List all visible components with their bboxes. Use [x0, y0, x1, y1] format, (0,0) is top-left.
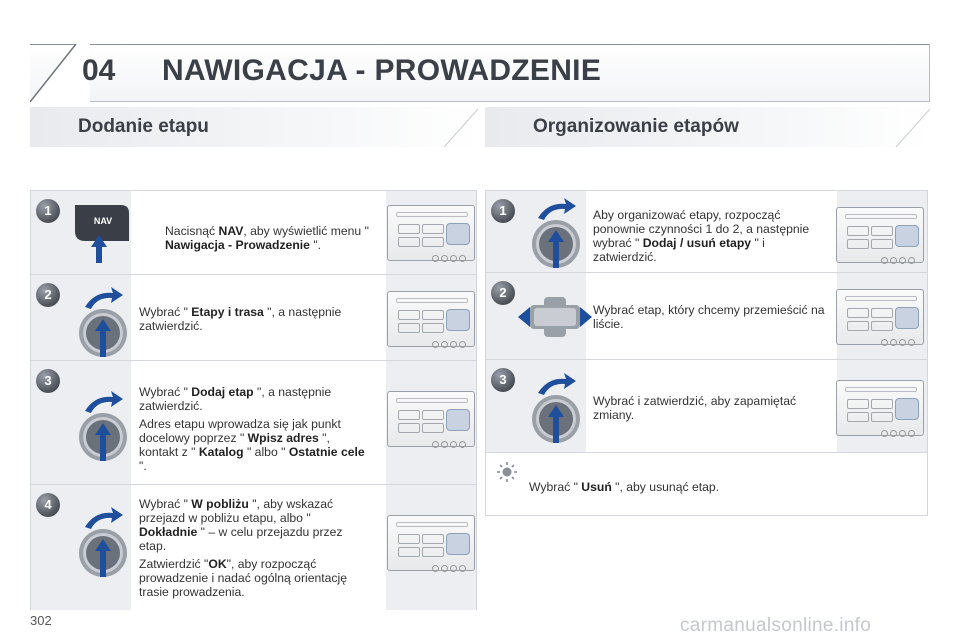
chapter-title: NAWIGACJA - PROWADZENIE: [162, 54, 602, 87]
tab-slash-decoration: [438, 107, 478, 147]
section-title-left: Dodanie etapu: [78, 116, 209, 137]
step-text: Aby organizować etapy, rozpocząć ponownie czynności 1 do 2, a następnie wybrać " Dodaj / usuń etapy " i zatwierdzić.: [593, 208, 810, 264]
tab-slash-decoration: [890, 107, 930, 147]
step-row: [31, 191, 476, 275]
radio-panel-icon: [387, 291, 475, 347]
rotary-knob-icon: [71, 505, 131, 579]
radio-panel-icon: [387, 515, 475, 571]
right-steps-panel: [485, 190, 928, 516]
step-row: [486, 273, 927, 360]
step-text: Wybrać " Dodaj etap ", a następnie zatwierdzić. Adres etapu wprowadza się jak punkt docelowy poprzez " Wpisz adres ", kontakt z " Katalog " albo " Ostatnie cele ".: [139, 385, 365, 473]
step-text: Wybrać " Etapy i trasa ", a następnie zatwierdzić.: [139, 305, 342, 333]
rotary-knob-icon: [71, 285, 131, 359]
tip-text: Wybrać " Usuń ", aby usunąć etap.: [529, 480, 720, 494]
nav-button-icon: [73, 201, 131, 263]
section-tab-right: [485, 107, 930, 147]
step-number-badge: 2: [36, 283, 60, 307]
rotary-knob-icon: [524, 370, 584, 446]
nav-key-label: NAV: [93, 216, 113, 226]
direction-pad-icon: [516, 295, 594, 339]
left-steps-panel: [30, 190, 477, 610]
step-text: Wybrać " W pobliżu ", aby wskazać przejazd w pobliżu etapu, albo " Dokładnie " – w celu przejazdu przez etap. Zatwierdzić "OK", aby rozpocząć prowadzenie i nadać ogólną orientację trasie prowadzenia.: [139, 497, 348, 599]
chapter-header: [30, 44, 930, 102]
step-row: [31, 485, 476, 610]
step-row: [31, 361, 476, 485]
radio-panel-icon: [836, 207, 924, 263]
rotary-knob-icon: [71, 389, 131, 463]
radio-panel-icon: [387, 205, 475, 261]
section-tab-left: [30, 107, 478, 147]
chapter-number: 04: [82, 54, 116, 87]
tip-row: [486, 453, 927, 515]
step-row: [486, 191, 927, 273]
radio-panel-icon: [836, 289, 924, 345]
step-number-badge: 3: [491, 368, 515, 392]
step-text: Nacisnąć NAV, aby wyświetlić menu " Nawigacja - Prowadzenie ".: [165, 224, 369, 252]
step-text: Wybrać etap, który chcemy przemieścić na liście.: [593, 303, 825, 331]
radio-panel-icon: [836, 380, 924, 436]
step-row: [486, 360, 927, 453]
step-number-badge: 2: [491, 281, 515, 305]
step-text: Wybrać i zatwierdzić, aby zapamiętać zmiany.: [593, 394, 797, 422]
radio-panel-icon: [387, 391, 475, 447]
step-number-badge: 1: [491, 199, 515, 223]
watermark-text: carmanualsonline.info: [680, 615, 872, 636]
step-number-badge: 1: [36, 199, 60, 223]
page-number: 302: [30, 613, 52, 628]
step-number-badge: 3: [36, 369, 60, 393]
step-number-badge: 4: [36, 493, 60, 517]
section-title-right: Organizowanie etapów: [533, 116, 739, 137]
header-slant-decoration: [30, 44, 90, 102]
rotary-knob-icon: [524, 195, 584, 271]
step-row: [31, 275, 476, 361]
sun-tip-icon: [496, 461, 518, 483]
